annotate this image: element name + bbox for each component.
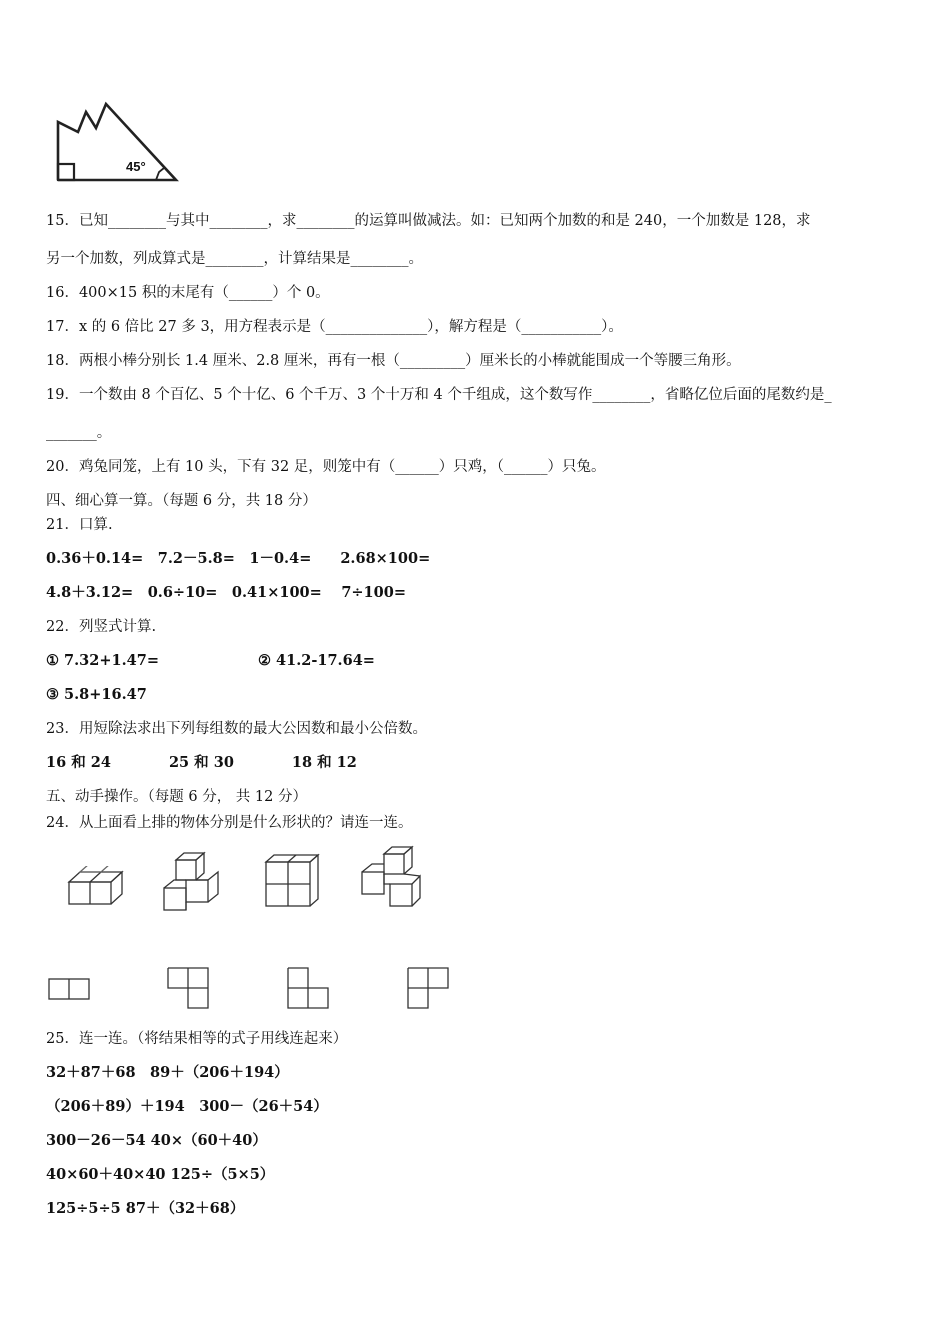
angle-label: 45° [126,159,146,174]
top-view-1 [48,978,92,1002]
question-25-title: 25．连一连。（将结果相等的式子用线连起来） [46,1031,348,1047]
question-15-line-2: 另一个加数，列成算式是________，计算结果是________。 [46,251,423,267]
question-25-row-1: 32＋87＋68 89＋（206＋194） [46,1064,289,1081]
triangle-figure [52,100,182,185]
question-18: 18．两根小棒分别长 1.4 厘米、2.8 厘米，再有一根（_________）厘米长的小棒就能围成一个等腰三角形。 [46,353,741,369]
cube-figure-2 [160,850,226,914]
question-17: 17．x 的 6 倍比 27 多 3，用方程表示是（______________），解方程是（___________）。 [46,319,623,335]
question-19-line-1: 19．一个数由 8 个百亿、5 个十亿、6 个千万、3 个十万和 4 个千组成，这个数写作________，省略亿位后面的尾数约是_ [46,387,832,403]
question-22-item-3: ③ 5.8+16.47 [46,686,147,703]
question-25-row-4: 40×60＋40×40 125÷（5×5） [46,1166,275,1183]
question-20: 20．鸡兔同笼，上有 10 头，下有 32 足，则笼中有（______）只鸡，（______）只兔。 [46,459,606,475]
question-25-row-3: 300－26－54 40×（60＋40） [46,1132,267,1149]
question-21-row-1: 0.36＋0.14= 7.2－5.8= 1－0.4= 2.68×100= [46,550,431,567]
question-25-row-2: （206＋89）＋194 300－（26＋54） [46,1098,328,1115]
question-24: 24．从上面看上排的物体分别是什么形状的？请连一连。 [46,815,413,831]
question-22-item-2: ② 41.2-17.64= [258,652,375,669]
question-21-row-2: 4.8＋3.12= 0.6÷10= 0.41×100= 7÷100= [46,584,406,601]
top-view-3 [286,966,332,1010]
question-16: 16．400×15 积的末尾有（______）个 0。 [46,285,330,301]
question-23-groups: 16 和 24 25 和 30 18 和 12 [46,754,357,771]
section-5-heading: 五、动手操作。（每题 6 分， 共 12 分） [46,789,307,805]
question-19-line-2: _______。 [46,425,112,441]
question-25-row-5: 125÷5÷5 87＋（32＋68） [46,1200,245,1217]
cube-figure-4 [356,844,426,910]
top-view-2 [166,966,212,1010]
question-22-item-1: ① 7.32+1.47= [46,652,159,669]
question-21-title: 21．口算. [46,517,113,533]
top-view-4 [406,966,452,1010]
question-23-title: 23．用短除法求出下列每组数的最大公因数和最小公倍数。 [46,721,427,737]
cube-figure-3 [262,852,324,912]
section-4-heading: 四、细心算一算。（每题 6 分，共 18 分） [46,493,317,509]
question-15-line-1: 15．已知________与其中________，求________的运算叫做减法。如：已知两个加数的和是 240，一个加数是 128，求 [46,213,811,229]
question-22-title: 22．列竖式计算. [46,619,157,635]
cube-figure-1 [66,866,126,910]
